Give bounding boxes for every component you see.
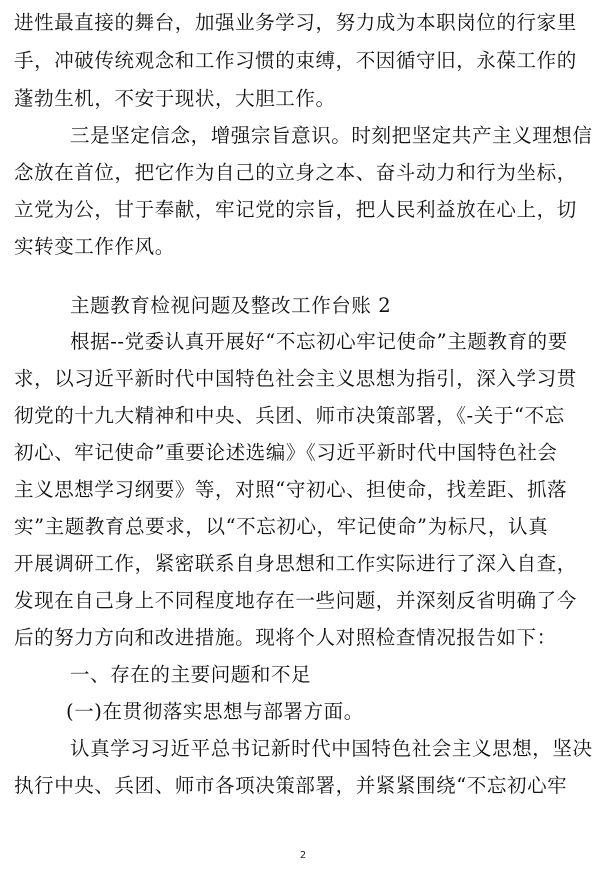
paragraph-line: 实转变工作作风。 — [14, 235, 175, 258]
paragraph-line: 彻党的十九大精神和中央、兵团、师市决策部署，《-关于“不忘 — [14, 404, 565, 427]
subsection-heading: 一、存在的主要问题和不足 — [70, 663, 312, 686]
page-number: 2 — [299, 850, 307, 861]
paragraph-line: 根据--党委认真开展好“不忘初心牢记使命”主题教育的要 — [70, 330, 568, 353]
paragraph-line: 开展调研工作，紧密联系自身思想和工作实际进行了深入自查， — [14, 552, 577, 575]
paragraph-line: 发现在自己身上不同程度地存在一些问题，并深刻反省明确了今 — [14, 589, 577, 612]
paragraph-line: 手，冲破传统观念和工作习惯的束缚，不因循守旧，永葆工作的 — [14, 49, 577, 72]
section-title: 主题教育检视问题及整改工作台账 2 — [70, 294, 392, 317]
paragraph-line: 主义思想学习纲要》等，对照“守初心、担使命，找差距、抓落 — [14, 478, 568, 501]
paragraph-line: 念放在首位，把它作为自己的立身之本、奋斗动力和行为坐标， — [14, 161, 577, 184]
paragraph-line: 蓬勃生机，不安于现状，大胆工作。 — [14, 87, 336, 110]
subsection-heading: (一)在贯彻落实思想与部署方面。 — [66, 700, 364, 723]
paragraph-line: 三是坚定信念，增强宗旨意识。时刻把坚定共产主义理想信 — [70, 124, 593, 147]
paragraph-line: 立党为公，甘于奉献，牢记党的宗旨，把人民利益放在心上，切 — [14, 198, 577, 221]
paragraph-line: 认真学习习近平总书记新时代中国特色社会主义思想，坚决 — [70, 737, 593, 760]
paragraph-line: 求，以习近平新时代中国特色社会主义思想为指引，深入学习贯 — [14, 367, 577, 390]
paragraph-line: 进性最直接的舞台，加强业务学习，努力成为本职岗位的行家里 — [14, 11, 577, 34]
paragraph-line: 后的努力方向和改进措施。现将个人对照检查情况报告如下： — [14, 626, 557, 649]
paragraph-line: 初心、牢记使命”重要论述选编》《习近平新时代中国特色社会 — [14, 441, 558, 464]
paragraph-line: 执行中央、兵团、师市各项决策部署，并紧紧围绕“不忘初心牢 — [14, 774, 568, 797]
paragraph-line: 实”主题教育总要求，以“不忘初心，牢记使命”为标尺，认真 — [14, 515, 549, 538]
